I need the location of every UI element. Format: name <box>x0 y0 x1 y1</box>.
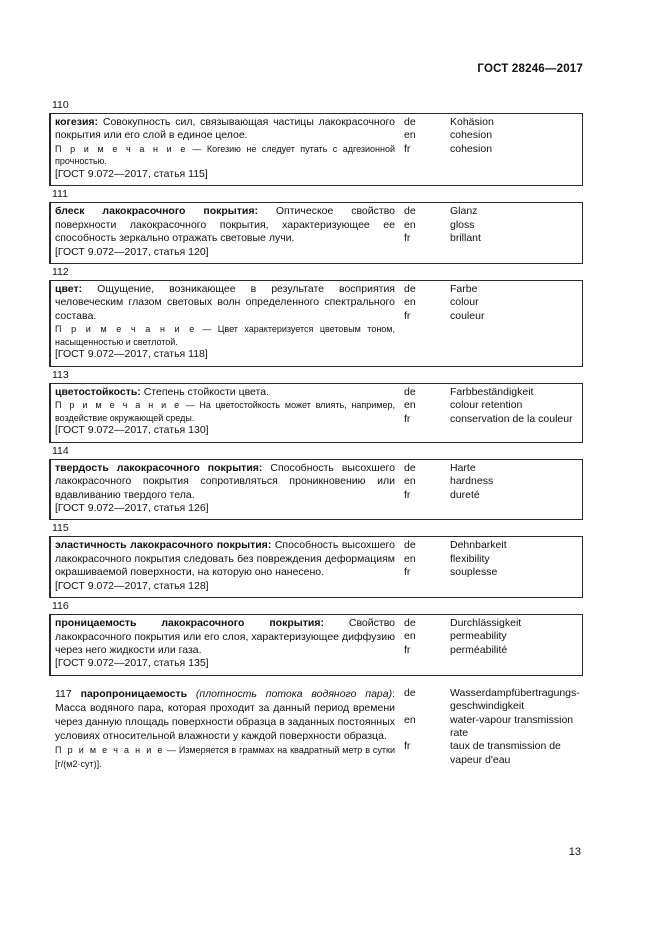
definition-column <box>51 283 395 362</box>
note <box>55 323 395 348</box>
lang-code: de <box>404 116 416 128</box>
translation: Farbe <box>450 283 478 296</box>
language-codes <box>395 539 450 593</box>
definition-column <box>51 386 395 438</box>
lang-code: de <box>404 385 416 398</box>
lang-code: fr <box>404 232 411 245</box>
term-entry <box>49 614 583 676</box>
definition: Способность высохшего лакокрасочного покрытия следовать без повреждения деформациям окрашиваемой поверхности, на которую оно нанесено. <box>55 539 395 579</box>
note-text: — Измеряется в граммах на квадратный метр в сутки [г/(м2·сут)]. <box>55 744 395 769</box>
term: цветостойкость: <box>55 385 141 398</box>
lang-code: de <box>404 617 416 630</box>
alternative-term: (плотность потока водяного пара) <box>195 687 393 700</box>
entry-number: 112 <box>52 266 69 279</box>
entry-number: 114 <box>52 444 69 457</box>
definition-column <box>51 205 395 259</box>
lang-code: de <box>404 205 416 218</box>
term-entry <box>49 685 583 775</box>
source-reference: [ГОСТ 9.072—2017, статья 135] <box>55 657 209 670</box>
lang-code: fr <box>404 643 411 656</box>
entry-number: 113 <box>52 368 69 381</box>
lang-code: fr <box>404 488 411 501</box>
translation: Wasserdampfübertragungs-geschwindigkeit <box>450 686 580 713</box>
entry-number: 116 <box>52 600 69 613</box>
translations <box>450 116 582 181</box>
lang-code: de <box>404 283 416 296</box>
source-reference: [ГОСТ 9.072—2017, статья 120] <box>55 245 209 258</box>
note-text: — Когезию не следует путать с адгезионной прочностью. <box>55 143 396 167</box>
translation: souplesse <box>450 566 498 579</box>
lang-code: en <box>404 296 416 309</box>
lang-code: en <box>404 399 416 412</box>
definition-column <box>51 687 395 771</box>
document-header: ГОСТ 28246—2017 <box>477 63 583 75</box>
lang-code: en <box>404 630 416 643</box>
translations <box>450 462 582 516</box>
translation: Glanz <box>450 205 478 218</box>
language-codes <box>395 205 450 259</box>
source-reference: [ГОСТ 9.072—2017, статья 130] <box>55 424 209 437</box>
definition: Свойство лакокрасочного покрытия или его слоя, характеризующее диффузию через него жидкости или газа. <box>55 617 395 656</box>
lang-code: de <box>404 539 416 552</box>
source-reference: [ГОСТ 9.072—2017, статья 115] <box>55 168 208 180</box>
definition-column <box>51 617 395 671</box>
entry-number: 117 <box>55 687 72 700</box>
definition: Способность высохшего лакокрасочного покрытия сопротивляться проникновению или вдавливанию твердого тела. <box>55 461 395 501</box>
translation: permeability <box>450 630 507 643</box>
translations <box>450 205 582 259</box>
definition: Степень стойкости цвета. <box>140 385 269 398</box>
language-codes <box>395 687 450 771</box>
entry-number: 115 <box>52 522 69 535</box>
translation: cohesion <box>450 142 493 155</box>
lang-code: fr <box>404 142 411 155</box>
translation: perméabilité <box>450 643 508 656</box>
source-reference: [ГОСТ 9.072—2017, статья 128] <box>55 579 209 592</box>
lang-code: en <box>404 713 416 726</box>
translation: colour <box>450 296 479 309</box>
source-reference: [ГОСТ 9.072—2017, статья 118] <box>55 348 208 361</box>
note <box>55 143 395 168</box>
note-label: П р и м е ч а н и е <box>55 744 165 755</box>
lang-code: fr <box>404 412 411 425</box>
definition: Совокупность сил, связывающая частицы лакокрасочного покрытия или его слой в единое целое. <box>55 116 395 142</box>
term: твердость лакокрасочного покрытия: <box>55 461 263 474</box>
translations <box>450 386 582 438</box>
lang-code: de <box>404 461 416 474</box>
translation: hardness <box>450 475 494 488</box>
language-codes <box>395 386 450 438</box>
lang-code: en <box>404 218 416 231</box>
definition-column <box>51 539 395 593</box>
translation: cohesion <box>450 129 493 142</box>
lang-code: fr <box>404 740 411 753</box>
translation: taux de transmission de vapeur d'eau <box>450 740 561 766</box>
term-entry <box>49 536 583 598</box>
translation: couleur <box>450 309 485 322</box>
term: паропроницаемость <box>80 687 188 700</box>
lang-code: de <box>404 686 416 699</box>
page-number: 13 <box>568 846 581 858</box>
translation: Durchlässigkeit <box>450 617 522 630</box>
translation: dureté <box>450 488 480 501</box>
translation: colour retention <box>450 399 523 412</box>
language-codes <box>395 462 450 516</box>
lang-code: en <box>404 475 416 488</box>
translation: Kohäsion <box>450 116 494 128</box>
translation: Harte <box>450 461 476 474</box>
language-codes <box>395 116 450 181</box>
definition-column <box>51 462 395 516</box>
lang-code: en <box>404 552 416 565</box>
term-entry <box>49 280 583 367</box>
language-codes <box>395 617 450 671</box>
lang-code: fr <box>404 566 411 579</box>
translation: Dehnbarkeit <box>450 539 507 552</box>
term: когезия: <box>55 116 99 128</box>
translation: flexibility <box>450 552 490 565</box>
translations <box>450 617 582 671</box>
translations <box>450 687 583 771</box>
term: цвет: <box>55 283 83 296</box>
translation: brillant <box>450 232 481 245</box>
definition: Оптическое свойство поверхности лакокрасочного покрытия, характеризующее ее способность зеркально отражать световые лучи. <box>55 205 396 245</box>
definition: Ощущение, возникающее в результате восприятия человеческим глазом световых волн определенного спектрального состава. <box>55 283 395 322</box>
term: эластичность лакокрасочного покрытия: <box>55 539 272 552</box>
definition: : Масса водяного пара, которая проходит за данный период времени через данную площадь поверхности образца в заданных постоянных условиях относительной влажности у каждой поверхности образца. <box>55 687 396 742</box>
term: блеск лакокрасочного покрытия: <box>55 205 258 218</box>
note-label: П р и м е ч а н и е <box>55 400 181 411</box>
note <box>55 399 395 424</box>
translation: gloss <box>450 218 475 231</box>
term: проницаемость лакокрасочного покрытия: <box>55 617 324 630</box>
terms-list <box>49 98 583 776</box>
note-text: — На цветостойкость может влиять, например, воздействие окружающей среды. <box>55 400 396 423</box>
term-entry <box>49 383 583 443</box>
language-codes <box>395 283 450 362</box>
note-text: — Цвет характеризуется цветовым тоном, насыщенностью и светлотой. <box>55 324 395 347</box>
translation: Farbbeständigkeit <box>450 385 534 398</box>
lang-code: fr <box>404 309 411 322</box>
note-label: П р и м е ч а н и е <box>55 324 196 335</box>
translations <box>450 539 582 593</box>
definition-column <box>51 116 395 181</box>
term-entry <box>49 459 583 521</box>
term-entry <box>49 113 583 186</box>
note-label: П р и м е ч а н и е <box>55 143 187 154</box>
translation: water-vapour transmission rate <box>450 713 574 739</box>
lang-code: en <box>404 129 416 142</box>
translation: conservation de la couleur <box>450 412 573 425</box>
entry-number: 110 <box>52 99 69 111</box>
entry-number: 111 <box>52 188 68 201</box>
source-reference: [ГОСТ 9.072—2017, статья 126] <box>55 502 209 515</box>
term-entry <box>49 202 583 264</box>
translations <box>450 283 582 362</box>
note <box>55 743 395 771</box>
